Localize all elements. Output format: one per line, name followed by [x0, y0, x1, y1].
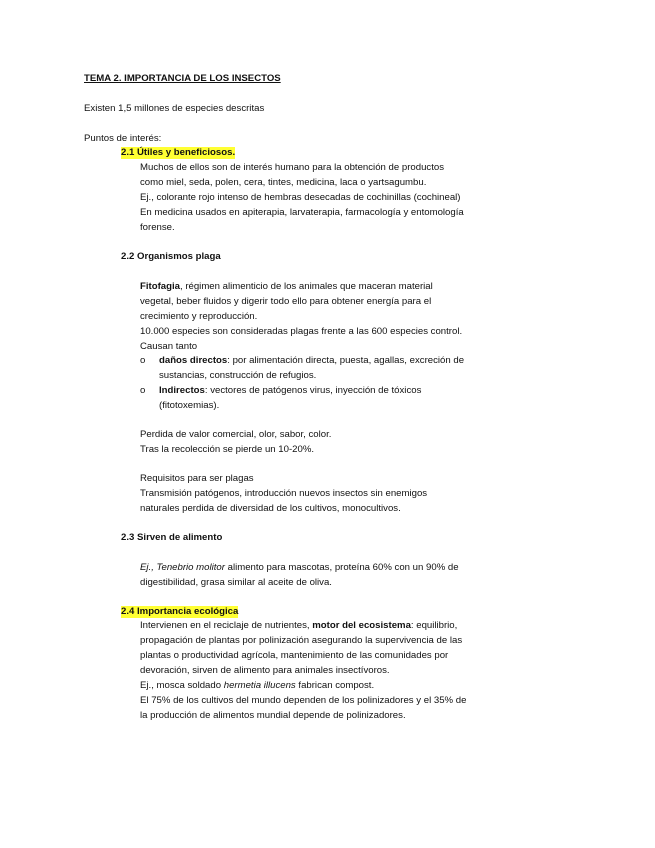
section-2-4-line: plantas o productividad agrícola, mantenimiento de las comunidades por — [140, 650, 449, 661]
section-2-4-line: El 75% de los cultivos del mundo dependen de los polinizadores y el 35% de — [140, 695, 467, 706]
bullet-marker: o — [140, 385, 146, 396]
section-2-4-text: fabrican compost. — [295, 680, 375, 691]
section-2-4-text: : equilibrio, — [410, 620, 458, 631]
bullet-marker: o — [140, 355, 146, 366]
fitofagia-definition: , régimen alimenticio de los animales que maceran material — [179, 281, 433, 292]
section-2-1-line: En medicina usados en apiterapia, larvaterapia, farmacología y entomología — [140, 207, 464, 218]
bullet-text: : vectores de patógenos virus, inyección de tóxicos — [204, 385, 422, 396]
bullet-continuation: (fitotoxemias). — [159, 400, 220, 411]
section-2-1-line: forense. — [140, 222, 175, 233]
section-2-2-line: crecimiento y reproducción. — [140, 311, 258, 322]
section-2-4-text: Intervienen en el reciclaje de nutrientes, — [140, 620, 313, 631]
section-2-1-line: Muchos de ellos son de interés humano para la obtención de productos — [140, 162, 444, 173]
species-name: hermetia illucens — [223, 680, 296, 691]
page-title: TEMA 2. IMPORTANCIA DE LOS INSECTOS — [84, 73, 281, 84]
section-2-4-heading: 2.4 Importancia ecológica — [121, 606, 239, 617]
section-2-2-line: Perdida de valor comercial, olor, sabor, color. — [140, 429, 332, 440]
species-name: Tenebrio molitor — [156, 562, 225, 573]
section-2-4-line — [140, 680, 374, 692]
fitofagia-term: Fitofagia — [140, 281, 180, 292]
section-2-2-line: naturales perdida de diversidad de los cultivos, monocultivos. — [140, 503, 401, 514]
bullet-term: daños directos — [159, 355, 228, 366]
section-2-3-heading: 2.3 Sirven de alimento — [121, 532, 223, 543]
section-2-2-line: Transmisión patógenos, introducción nuevos insectos sin enemigos — [140, 488, 428, 499]
section-2-2-line: Tras la recolección se pierde un 10-20%. — [140, 444, 315, 455]
section-2-2-line: Requisitos para ser plagas — [140, 473, 254, 484]
key-term: motor del ecosistema — [312, 620, 411, 631]
section-2-2-line: 10.000 especies son consideradas plagas frente a las 600 especies control. — [140, 326, 463, 337]
bullet-item-direct — [159, 355, 464, 367]
points-label: Puntos de interés: — [84, 133, 162, 144]
section-2-3-text: alimento para mascotas, proteína 60% con un 90% de — [224, 562, 459, 573]
bullet-term: Indirectos — [159, 385, 205, 396]
section-2-4-text: Ej., mosca soldado — [140, 680, 224, 691]
section-2-4-line: propagación de plantas por polinización asegurando la supervivencia de las — [140, 635, 463, 646]
section-2-1-line: como miel, seda, polen, cera, tintes, medicina, laca o yartsagumbu. — [140, 177, 427, 188]
section-2-2-heading: 2.2 Organismos plaga — [121, 251, 221, 262]
intro-text: Existen 1,5 millones de especies descritas — [84, 103, 265, 114]
bullet-item-indirect — [159, 385, 421, 397]
section-2-1-heading: 2.1 Útiles y beneficiosos. — [121, 147, 236, 158]
section-2-3-line: digestibilidad, grasa similar al aceite de oliva. — [140, 577, 332, 588]
bullet-continuation: sustancias, construcción de refugios. — [159, 370, 317, 381]
section-2-4-line: la producción de alimentos mundial depende de polinizadores. — [140, 710, 406, 721]
section-2-2-line: Causan tanto — [140, 341, 198, 352]
section-2-4-line — [140, 620, 457, 632]
bullet-text: : por alimentación directa, puesta, agallas, excreción de — [227, 355, 465, 366]
fitofagia-line — [140, 281, 433, 293]
section-2-4-line: devoración, sirven de alimento para animales insectívoros. — [140, 665, 390, 676]
section-2-1-line: Ej., colorante rojo intenso de hembras desecadas de cochinillas (cochineal) — [140, 192, 461, 203]
section-2-3-line — [140, 562, 459, 574]
section-2-2-line: vegetal, beber fluidos y digerir todo ello para obtener energía para el — [140, 296, 432, 307]
example-prefix: Ej., — [140, 562, 157, 573]
